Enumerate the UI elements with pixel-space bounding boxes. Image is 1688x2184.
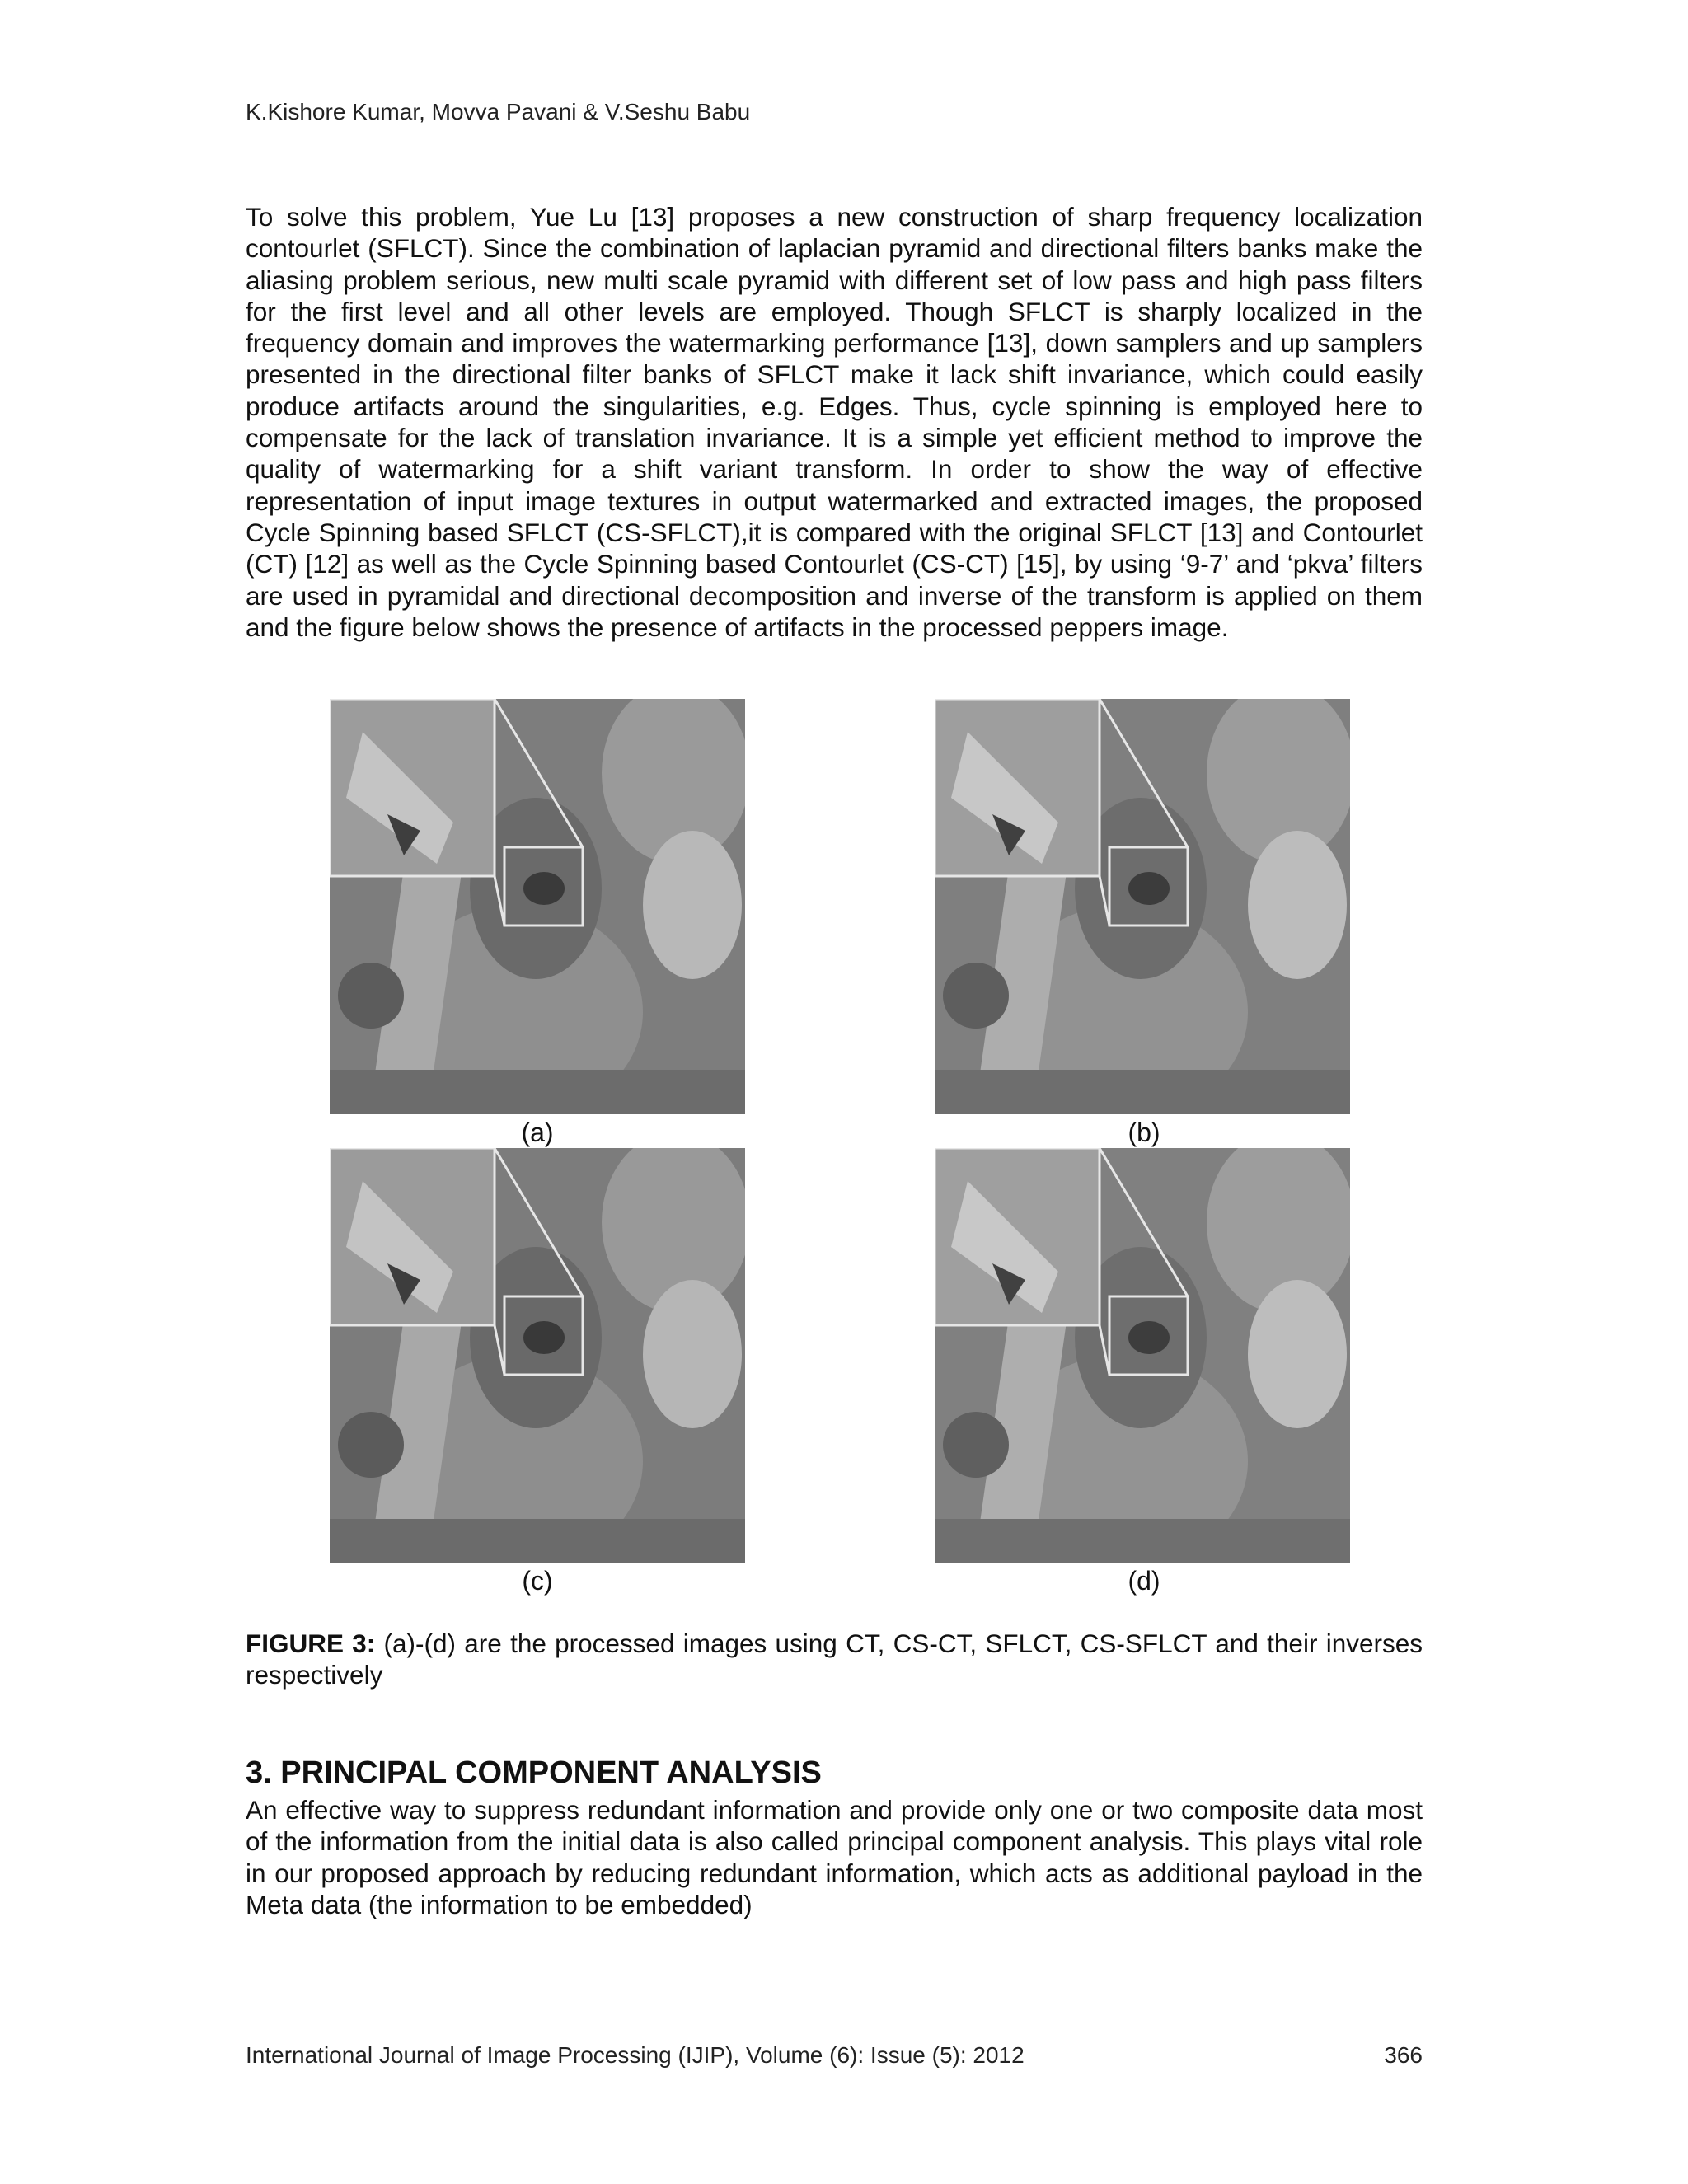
subfigure-label-d: (d) [1128,1566,1160,1596]
peppers-image-b [935,699,1350,1114]
page-number: 366 [1384,2042,1423,2068]
footer-journal: International Journal of Image Processing (IJIP), Volume (6): Issue (5): 2012 [246,2042,1025,2068]
subfigure-label-b: (b) [1128,1118,1160,1147]
subfigure-label-a: (a) [521,1118,554,1147]
page-footer [246,2042,1423,2069]
peppers-image-a [330,699,745,1114]
section-heading: 3. PRINCIPAL COMPONENT ANALYSIS [246,1755,822,1790]
body-paragraph-1: To solve this problem, Yue Lu [13] proposes a new construction of sharp frequency localization contourlet (SFLCT). Since the combination of laplacian pyramid and directional filters banks make the aliasing problem serious, new multi scale pyramid with different set of low pass and high pass filters for the first level and all other levels are employed. Though SFLCT is sharply localized in the frequency domain and improves the watermarking performance [13], down samplers and up samplers presented in the directional filter banks of SFLCT make it lack shift invariance, which could easily produce artifacts around the singularities, e.g. Edges. Thus, cycle spinning is employed here to compensate for the lack of translation invariance. It is a simple yet efficient method to improve the quality of watermarking for a shift variant transform. In order to show the way of effective representation of input image textures in output watermarked and extracted images, the proposed Cycle Spinning based SFLCT (CS-SFLCT),it is compared with the original SFLCT [13] and Contourlet (CT) [12] as well as the Cycle Spinning based Contourlet (CS-CT) [15], by using ‘9-7’ and ‘pkva’ filters are used in pyramidal and directional decomposition and inverse of the transform is applied on them and the figure below shows the presence of artifacts in the processed peppers image. [246,202,1423,642]
figure-3d-image [935,1148,1350,1563]
figure-3a-image [330,699,745,1114]
subfigure-label-c: (c) [522,1566,553,1596]
body-paragraph-2: An effective way to suppress redundant information and provide only one or two composite data most of the information from the initial data is also called principal component analysis. This plays vital role in our proposed approach by reducing redundant information, which acts as additional payload in the Meta data (the information to be embedded) [246,1795,1423,1919]
figure-caption-text: (a)-(d) are the processed images using CT, CS-CT, SFLCT, CS-SFLCT and their inverses respectively [246,1629,1423,1690]
figure-3b-image [935,699,1350,1114]
peppers-image-d [935,1148,1350,1563]
figure-3c-image [330,1148,745,1563]
figure-caption-label: FIGURE 3: [246,1629,376,1658]
running-header: K.Kishore Kumar, Movva Pavani & V.Seshu Babu [246,99,751,124]
peppers-image-c [330,1148,745,1563]
figure-caption [246,1628,1423,1690]
